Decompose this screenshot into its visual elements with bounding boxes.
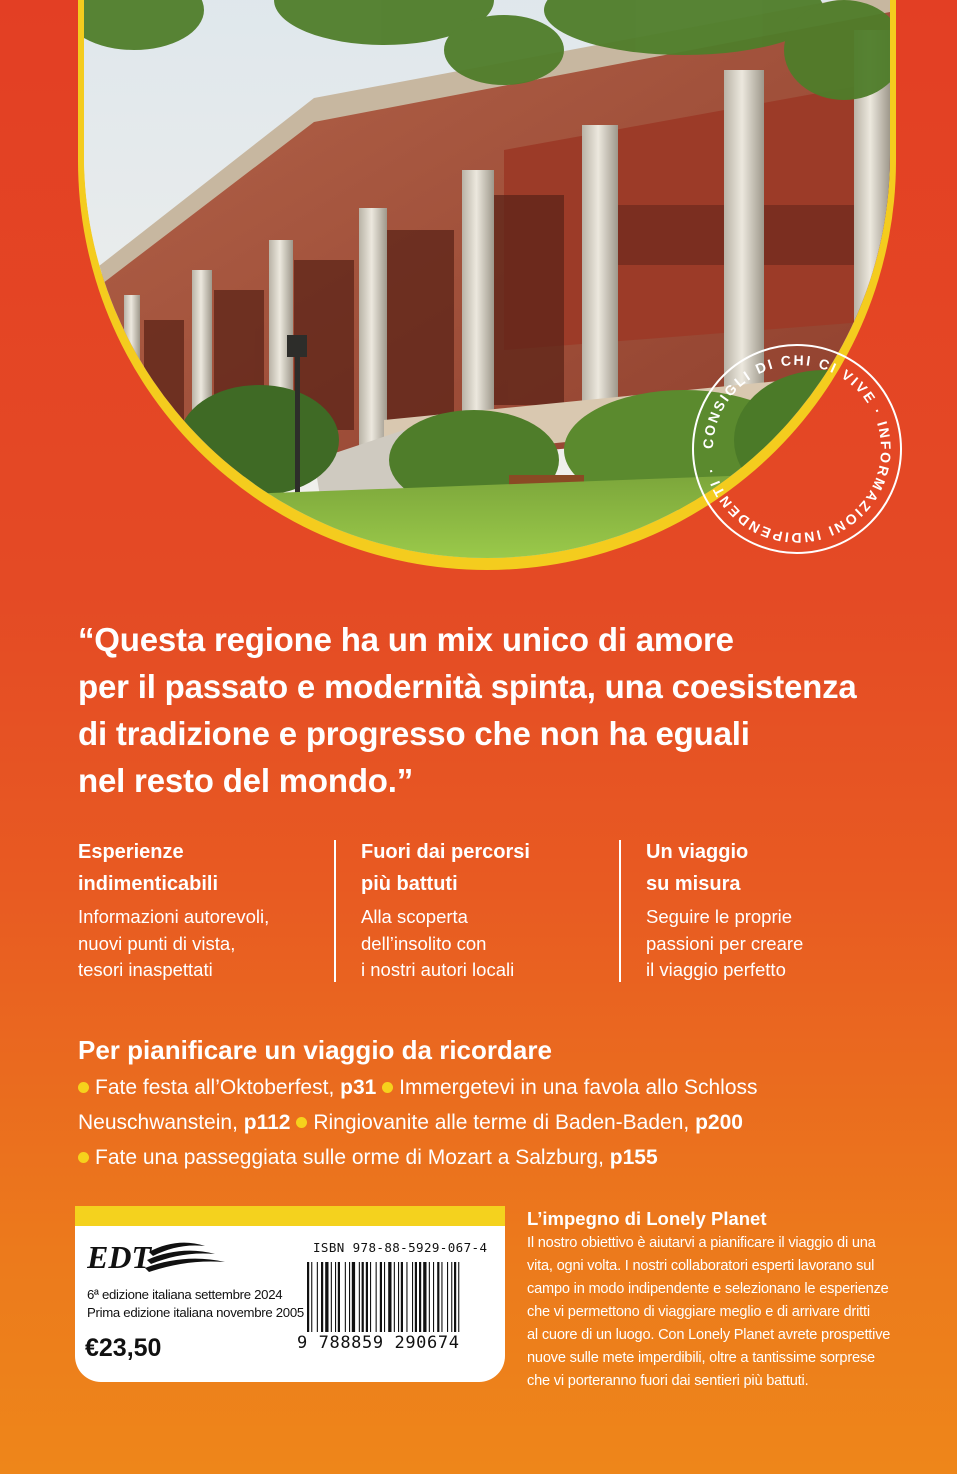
barcode-bar bbox=[433, 1262, 434, 1332]
commitment-text: Il nostro obiettivo è aiutarvi a pianificare il viaggio di una vita, ogni volta. I nostri collaboratori esperti lavorano sul campo in modo indipendente e selezionano le esperienze che vi permettono di viaggiare meglio e di arrivare dritti al cuore di un luogo. Con Lonely Planet avrete prospettive nuove sulle mete imperdibili, oltre a tantissime sorprese che vi porteranno fuori dai sentieri più battuti. bbox=[527, 1235, 891, 1389]
feature-text: Alla scoperta dell’insolito con i nostri autori locali bbox=[361, 906, 515, 980]
edition-first: Prima edizione italiana novembre 2005 bbox=[87, 1305, 304, 1320]
barcode-bar bbox=[380, 1262, 382, 1332]
barcode-bar bbox=[401, 1262, 403, 1332]
stamp-text: CONSIGLI DI CHI CI VIVE · INFORMAZIONI INDIPENDENTI · bbox=[699, 351, 895, 547]
price-barcode-card bbox=[75, 1206, 505, 1382]
feature-experiences bbox=[78, 836, 328, 984]
plan-row bbox=[78, 1105, 918, 1140]
plan-item-text: Neuschwanstein, bbox=[78, 1111, 238, 1134]
card-yellow-band bbox=[75, 1206, 505, 1226]
price: €23,50 bbox=[85, 1334, 162, 1362]
barcode-bar bbox=[349, 1262, 350, 1332]
plan-item-text: Fate una passeggiata sulle orme di Mozart a Salzburg, bbox=[95, 1146, 604, 1169]
barcode-bar bbox=[359, 1262, 360, 1332]
barcode-bar bbox=[331, 1262, 332, 1332]
edition-current: 6ª edizione italiana settembre 2024 bbox=[87, 1287, 283, 1302]
feature-title: Esperienze indimenticabili bbox=[78, 841, 219, 895]
barcode-bar bbox=[311, 1262, 312, 1332]
bullet-dot bbox=[296, 1117, 307, 1128]
page-ref: p200 bbox=[695, 1111, 743, 1134]
feature-divider bbox=[334, 840, 336, 982]
commitment-title: L’impegno di Lonely Planet bbox=[527, 1208, 767, 1229]
barcode bbox=[307, 1262, 503, 1332]
barcode-bar bbox=[447, 1262, 448, 1332]
barcode-bar bbox=[419, 1262, 421, 1332]
barcode-bar bbox=[345, 1262, 346, 1332]
barcode-bar bbox=[388, 1262, 391, 1332]
feature-title: Fuori dai percorsi più battuti bbox=[361, 841, 530, 895]
barcode-bar bbox=[415, 1262, 417, 1332]
barcode-bar bbox=[335, 1262, 336, 1332]
barcode-bar bbox=[366, 1262, 368, 1332]
ean-digits: 9 788859 290674 bbox=[297, 1333, 460, 1353]
plan-row bbox=[78, 1140, 918, 1175]
edition-info bbox=[87, 1286, 304, 1322]
barcode-bar bbox=[321, 1262, 323, 1332]
feature-divider bbox=[619, 840, 621, 982]
barcode-bar bbox=[394, 1262, 395, 1332]
plan-list bbox=[78, 1070, 918, 1175]
plan-item-text: Fate festa all’Oktoberfest, bbox=[95, 1076, 335, 1099]
page-ref: p112 bbox=[243, 1111, 291, 1134]
barcode-bar bbox=[437, 1262, 439, 1332]
quote-line: di tradizione e progresso che non ha eguali bbox=[78, 715, 750, 752]
barcode-bar bbox=[384, 1262, 385, 1332]
barcode-bar bbox=[362, 1262, 364, 1332]
feature-text: Informazioni autorevoli, nuovi punti di vista, tesori inaspettati bbox=[78, 906, 270, 980]
barcode-bar bbox=[398, 1262, 399, 1332]
barcode-bar bbox=[307, 1262, 309, 1332]
barcode-bar bbox=[451, 1262, 452, 1332]
barcode-bar bbox=[338, 1262, 340, 1332]
page-ref: p155 bbox=[609, 1146, 658, 1169]
bullet-dot bbox=[382, 1082, 393, 1093]
barcode-bar bbox=[370, 1262, 371, 1332]
barcode-bar bbox=[429, 1262, 430, 1332]
page-ref: p31 bbox=[340, 1076, 377, 1099]
feature-text: Seguire le proprie passioni per creare il viaggio perfetto bbox=[646, 906, 804, 980]
barcode-bar bbox=[458, 1262, 459, 1332]
quote-line: nel resto del mondo.” bbox=[78, 762, 414, 799]
barcode-bar bbox=[406, 1262, 407, 1332]
edt-logo bbox=[87, 1234, 247, 1280]
feature-off-beaten-path bbox=[361, 836, 611, 984]
bullet-dot bbox=[78, 1082, 89, 1093]
barcode-bar bbox=[352, 1262, 355, 1332]
feature-tailored-trip bbox=[646, 836, 896, 984]
barcode-bar bbox=[441, 1262, 442, 1332]
edt-logo-text: EDT bbox=[87, 1239, 151, 1275]
plan-title: Per pianificare un viaggio da ricordare bbox=[78, 1035, 552, 1065]
quote-line: “Questa regione ha un mix unico di amore bbox=[78, 621, 734, 658]
plan-item-text: Ringiovanite alle terme di Baden-Baden, bbox=[313, 1111, 690, 1134]
bullet-dot bbox=[78, 1152, 89, 1163]
plan-row bbox=[78, 1070, 918, 1105]
barcode-bar bbox=[376, 1262, 377, 1332]
barcode-bar bbox=[423, 1262, 426, 1332]
independent-advice-stamp bbox=[690, 342, 904, 556]
feature-title: Un viaggio su misura bbox=[646, 841, 749, 895]
barcode-bar bbox=[325, 1262, 328, 1332]
barcode-bar bbox=[412, 1262, 413, 1332]
barcode-bar bbox=[454, 1262, 456, 1332]
isbn-label: ISBN 978-88-5929-067-4 bbox=[313, 1240, 488, 1255]
quote-line: per il passato e modernità spinta, una coesistenza bbox=[78, 668, 857, 705]
quote-block bbox=[78, 616, 908, 804]
barcode-bar bbox=[317, 1262, 318, 1332]
plan-item-text: Immergetevi in una favola allo Schloss bbox=[399, 1076, 758, 1099]
